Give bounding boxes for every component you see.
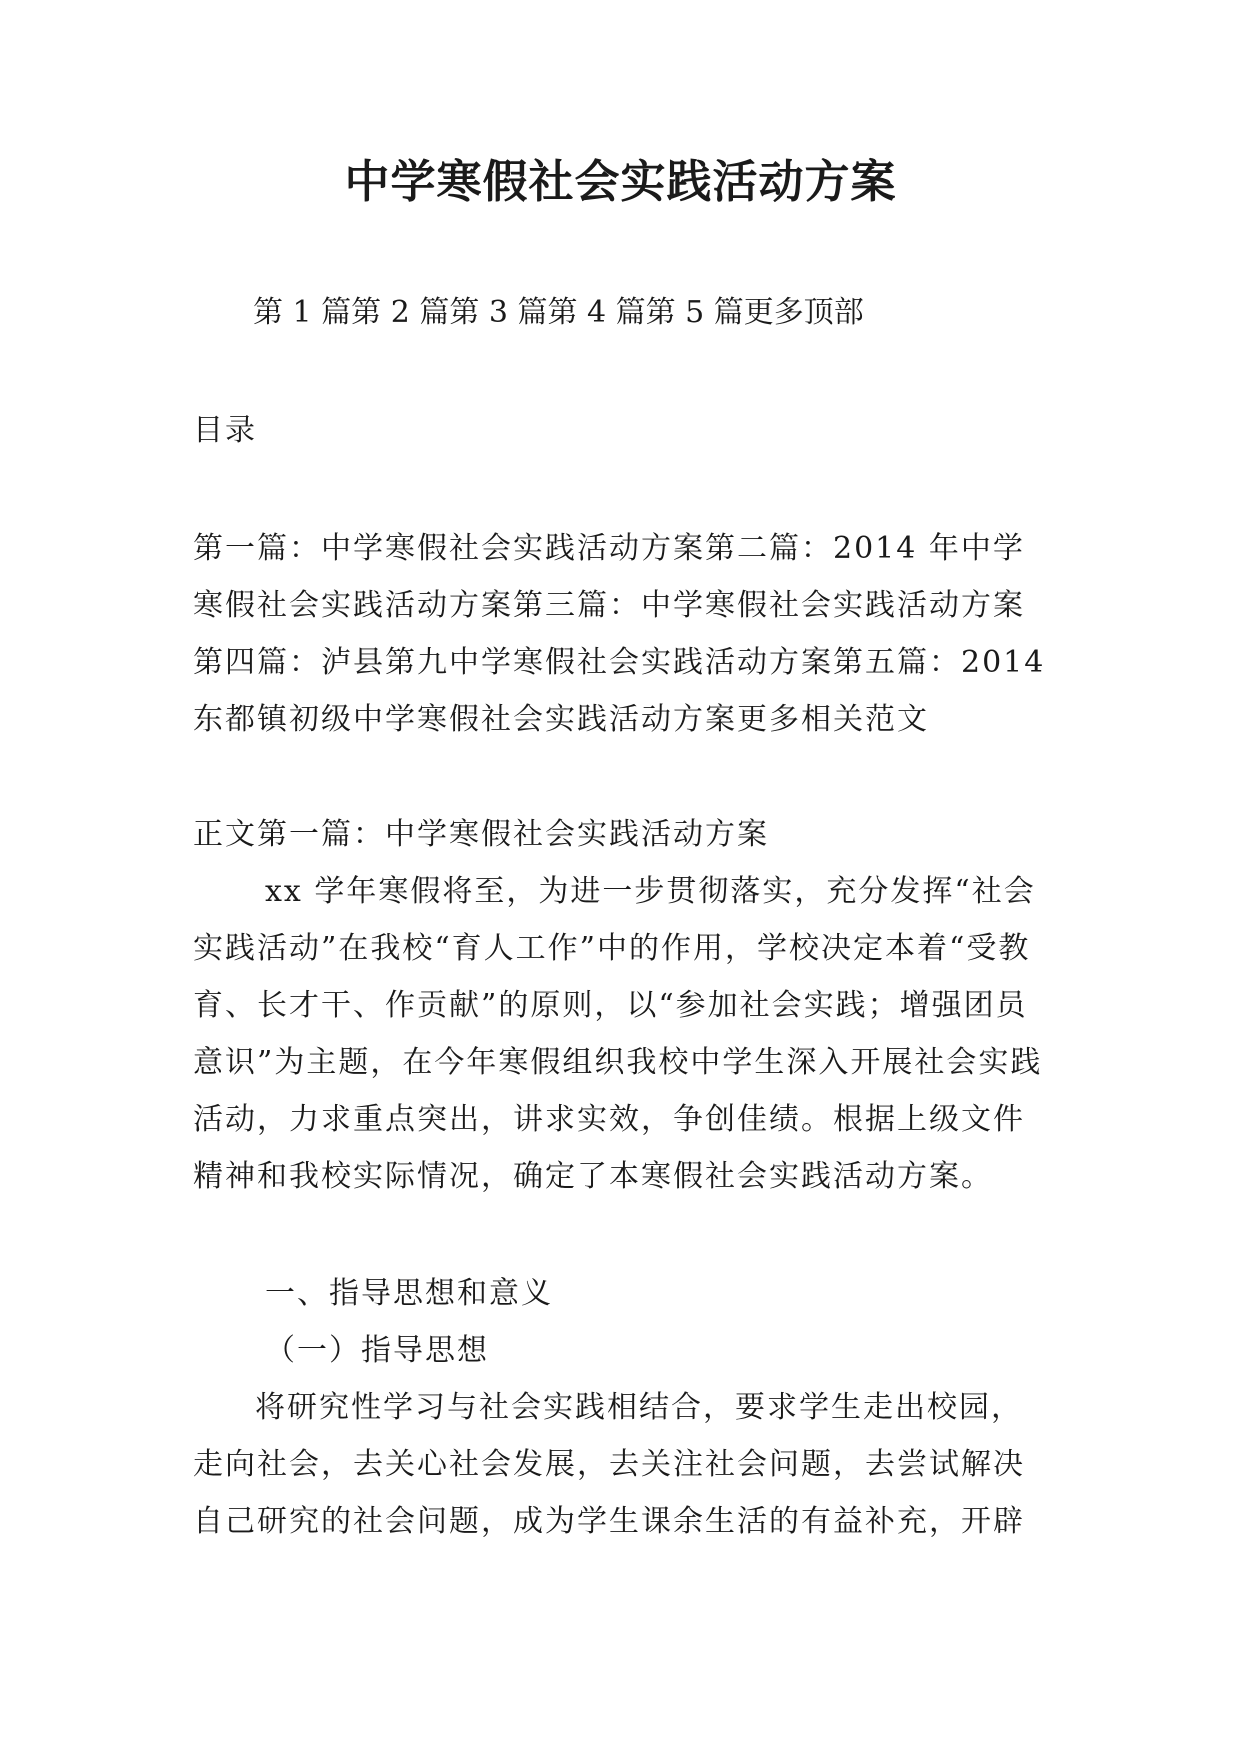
section-heading: 一、指导思想和意义 <box>265 1276 553 1311</box>
body-heading: 正文第一篇：中学寒假社会实践活动方案 <box>193 817 769 852</box>
guiding-paragraph: 将研究性学习与社会实践相结合，要求学生走出校园，走向社会，去关心社会发展，去关注社会问题，去尝试解决自己研究的社会问题，成为学生课余生活的有益补充，开辟 <box>193 1390 1025 1539</box>
toc-list: 第一篇：中学寒假社会实践活动方案第二篇：2014 年中学寒假社会实践活动方案第三篇：中学寒假社会实践活动方案第四篇：泸县第九中学寒假社会实践活动方案第五篇：2014 东都镇初级中学寒假社会实践活动方案更多相关范文 <box>193 531 1046 737</box>
article-nav-links[interactable]: 第 1 篇第 2 篇第 3 篇第 4 篇第 5 篇更多顶部 <box>253 295 864 330</box>
document-title: 中学寒假社会实践活动方案 <box>344 155 897 208</box>
intro-paragraph: xx 学年寒假将至，为进一步贯彻落实，充分发挥“社会实践活动”在我校“育人工作”中的作用，学校决定本着“受教育、长才干、作贡献”的原则，以“参加社会实践；增强团员意识”为主题，在今年寒假组织我校中学生深入开展社会实践活动，力求重点突出，讲求实效，争创佳绩。根据上级文件精神和我校实际情况，确定了本寒假社会实践活动方案。 <box>193 874 1043 1194</box>
subsection-heading: （一）指导思想 <box>265 1333 489 1368</box>
toc-heading: 目录 <box>193 413 257 448</box>
